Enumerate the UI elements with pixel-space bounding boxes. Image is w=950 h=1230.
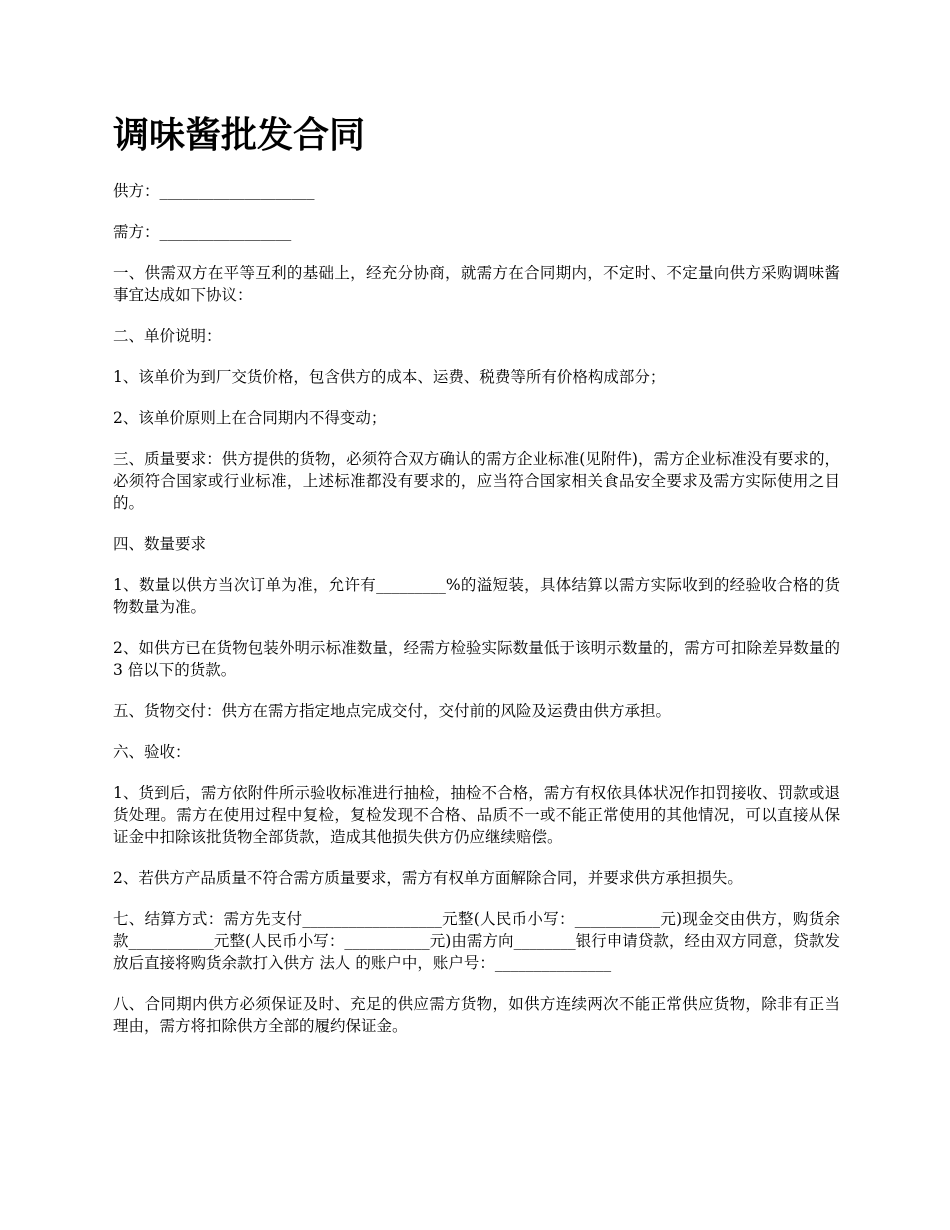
clause-6-heading: 六、验收： <box>113 743 191 761</box>
buyer-line: 需方：_________________ <box>113 223 292 241</box>
clause-4-item-2: 2、如供方已在货物包装外明示标准数量，经需方检验实际数量低于该明示数量的，需方可扣除差异数量的 3 倍以下的货款。 <box>113 639 840 679</box>
clause-7-settlement: 七、结算方式：需方先支付__________________元整(人民币小写：___________元)现金交由供方，购货余款___________元整(人民币小写：___________元)由需方向________银行申请贷款，经由双方同意，贷款发放后直接将购货余款打入供方 法人 的账户中，账户号：_______________ <box>113 910 840 972</box>
clause-4-heading: 四、数量要求 <box>113 535 207 553</box>
supplier-line: 供方：____________________ <box>113 182 315 200</box>
clause-4-item-1: 1、数量以供方当次订单为准，允许有_________%的溢短装，具体结算以需方实际收到的经验收合格的货物数量为准。 <box>113 576 840 616</box>
clause-2-item-2: 2、该单价原则上在合同期内不得变动； <box>113 409 387 427</box>
clause-3-quality: 三、质量要求：供方提供的货物，必须符合双方确认的需方企业标准(见附件)，需方企业标准没有要求的，必须符合国家或行业标准，上述标准都没有要求的，应当符合国家相关食品安全要求及需方实际使用之目的。 <box>113 450 840 512</box>
document-title: 调味酱批发合同 <box>113 115 366 156</box>
clause-6-item-2: 2、若供方产品质量不符合需方质量要求，需方有权单方面解除合同，并要求供方承担损失。 <box>113 869 743 887</box>
clause-5-delivery: 五、货物交付：供方在需方指定地点完成交付，交付前的风险及运费由供方承担。 <box>113 702 672 720</box>
clause-6-item-1: 1、货到后，需方依附件所示验收标准进行抽检，抽检不合格，需方有权依具体状况作扣罚接收、罚款或退货处理。需方在使用过程中复检，复检发现不合格、品质不一或不能正常使用的其他情况，可以直接从保证金中扣除该批货物全部货款，造成其他损失供方仍应继续赔偿。 <box>113 784 840 846</box>
clause-2-item-1: 1、该单价为到厂交货价格，包含供方的成本、运费、税费等所有价格构成部分； <box>113 368 666 386</box>
clause-1-intro: 一、供需双方在平等互利的基础上，经充分协商，就需方在合同期内，不定时、不定量向供方采购调味酱事宜达成如下协议： <box>113 264 840 304</box>
clause-8-supply: 八、合同期内供方必须保证及时、充足的供应需方货物，如供方连续两次不能正常供应货物，除非有正当理由，需方将扣除供方全部的履约保证金。 <box>113 995 840 1035</box>
document-body <box>113 180 840 1056</box>
clause-2-heading: 二、单价说明： <box>113 327 222 345</box>
